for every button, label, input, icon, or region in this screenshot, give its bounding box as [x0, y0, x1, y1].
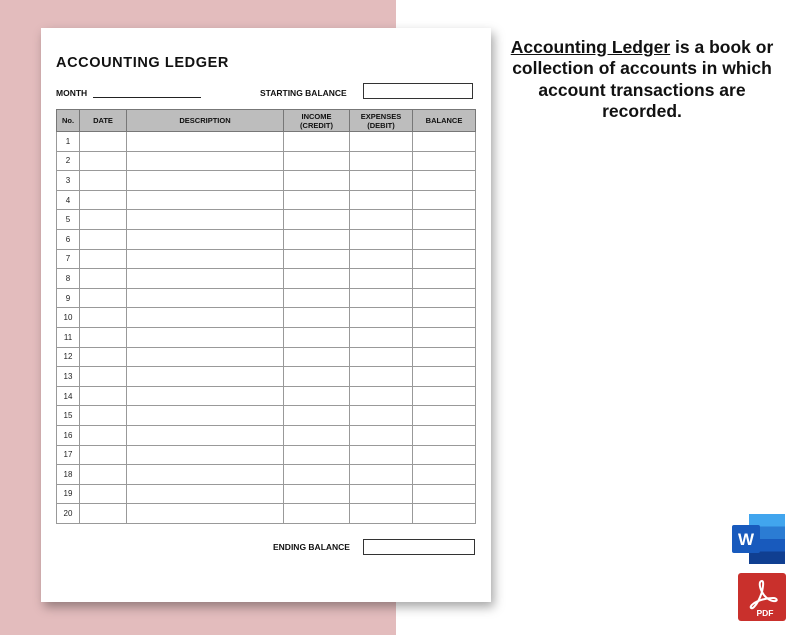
row-number: 7 [57, 249, 80, 269]
date-cell[interactable] [80, 171, 127, 191]
income-cell[interactable] [284, 151, 350, 171]
description-cell[interactable] [127, 406, 284, 426]
word-icon[interactable] [732, 514, 786, 564]
description-text [509, 37, 775, 122]
income-cell[interactable] [284, 465, 350, 485]
balance-cell[interactable] [413, 210, 476, 230]
description-cell[interactable] [127, 327, 284, 347]
income-cell[interactable] [284, 504, 350, 524]
expenses-cell[interactable] [350, 484, 413, 504]
expenses-cell[interactable] [350, 327, 413, 347]
header-row [57, 110, 476, 132]
balance-cell[interactable] [413, 151, 476, 171]
description-cell[interactable] [127, 347, 284, 367]
date-cell[interactable] [80, 386, 127, 406]
table-row [57, 288, 476, 308]
description-body: is a book or collection of accounts in which account transactions are recorded. [512, 37, 774, 122]
description-cell[interactable] [127, 484, 284, 504]
row-number: 20 [57, 504, 80, 524]
balance-cell[interactable] [413, 386, 476, 406]
expenses-cell[interactable] [350, 190, 413, 210]
description-cell[interactable] [127, 367, 284, 387]
month-label: MONTH [56, 88, 88, 98]
date-cell[interactable] [80, 132, 127, 152]
ending-balance-label: ENDING BALANCE [273, 542, 350, 552]
ledger-sheet [41, 28, 491, 602]
description-cell[interactable] [127, 229, 284, 249]
col-no-header: No. [57, 110, 80, 132]
expenses-cell[interactable] [350, 249, 413, 269]
balance-cell[interactable] [413, 308, 476, 328]
expenses-cell[interactable] [350, 288, 413, 308]
col-date-header: DATE [80, 110, 127, 132]
description-term: Accounting Ledger [510, 37, 671, 57]
col-expenses-header: EXPENSES (DEBIT) [350, 110, 413, 132]
balance-cell[interactable] [413, 406, 476, 426]
balance-cell[interactable] [413, 269, 476, 289]
expenses-cell[interactable] [350, 406, 413, 426]
pdf-icon-label: PDF [756, 608, 774, 618]
date-cell[interactable] [80, 288, 127, 308]
income-cell[interactable] [284, 445, 350, 465]
income-cell[interactable] [284, 386, 350, 406]
row-number: 14 [57, 386, 80, 406]
income-cell[interactable] [284, 327, 350, 347]
description-cell[interactable] [127, 425, 284, 445]
date-cell[interactable] [80, 406, 127, 426]
row-number: 4 [57, 190, 80, 210]
date-cell[interactable] [80, 151, 127, 171]
expenses-cell[interactable] [350, 386, 413, 406]
table-row [57, 484, 476, 504]
description-cell[interactable] [127, 190, 284, 210]
table-row [57, 406, 476, 426]
balance-cell[interactable] [413, 347, 476, 367]
income-cell[interactable] [284, 229, 350, 249]
expenses-cell[interactable] [350, 465, 413, 485]
date-cell[interactable] [80, 465, 127, 485]
table-row [57, 269, 476, 289]
row-number: 18 [57, 465, 80, 485]
table-row [57, 367, 476, 387]
date-cell[interactable] [80, 425, 127, 445]
date-cell[interactable] [80, 210, 127, 230]
income-cell[interactable] [284, 210, 350, 230]
expenses-cell[interactable] [350, 347, 413, 367]
date-cell[interactable] [80, 229, 127, 249]
expenses-cell[interactable] [350, 132, 413, 152]
expenses-cell[interactable] [350, 210, 413, 230]
income-cell[interactable] [284, 367, 350, 387]
table-row [57, 327, 476, 347]
table-row [57, 465, 476, 485]
income-cell[interactable] [284, 484, 350, 504]
date-cell[interactable] [80, 327, 127, 347]
row-number: 9 [57, 288, 80, 308]
description-cell[interactable] [127, 171, 284, 191]
date-cell[interactable] [80, 367, 127, 387]
income-cell[interactable] [284, 425, 350, 445]
col-income-header: INCOME (CREDIT) [284, 110, 350, 132]
balance-cell[interactable] [413, 249, 476, 269]
month-field[interactable] [93, 97, 201, 98]
date-cell[interactable] [80, 308, 127, 328]
sheet-title: ACCOUNTING LEDGER [56, 55, 229, 71]
income-cell[interactable] [284, 347, 350, 367]
income-cell[interactable] [284, 132, 350, 152]
description-cell[interactable] [127, 288, 284, 308]
starting-balance-field[interactable] [363, 83, 473, 99]
description-cell[interactable] [127, 386, 284, 406]
balance-cell[interactable] [413, 425, 476, 445]
expenses-cell[interactable] [350, 229, 413, 249]
starting-balance-label: STARTING BALANCE [260, 88, 347, 98]
table-row [57, 308, 476, 328]
ledger-table [56, 109, 476, 524]
date-cell[interactable] [80, 484, 127, 504]
expenses-cell[interactable] [350, 269, 413, 289]
table-row [57, 347, 476, 367]
col-description-header: DESCRIPTION [127, 110, 284, 132]
row-number: 10 [57, 308, 80, 328]
income-cell[interactable] [284, 308, 350, 328]
expenses-cell[interactable] [350, 308, 413, 328]
description-cell[interactable] [127, 151, 284, 171]
row-number: 2 [57, 151, 80, 171]
description-cell[interactable] [127, 249, 284, 269]
balance-cell[interactable] [413, 484, 476, 504]
row-number: 8 [57, 269, 80, 289]
expenses-cell[interactable] [350, 367, 413, 387]
balance-cell[interactable] [413, 288, 476, 308]
income-cell[interactable] [284, 171, 350, 191]
date-cell[interactable] [80, 190, 127, 210]
description-cell[interactable] [127, 465, 284, 485]
description-cell[interactable] [127, 504, 284, 524]
table-row [57, 190, 476, 210]
row-number: 17 [57, 445, 80, 465]
ledger-body [57, 132, 476, 524]
table-row [57, 386, 476, 406]
balance-cell[interactable] [413, 190, 476, 210]
row-number: 13 [57, 367, 80, 387]
expenses-cell[interactable] [350, 151, 413, 171]
balance-cell[interactable] [413, 171, 476, 191]
income-cell[interactable] [284, 190, 350, 210]
table-row [57, 210, 476, 230]
expenses-cell[interactable] [350, 504, 413, 524]
row-number: 19 [57, 484, 80, 504]
date-cell[interactable] [80, 504, 127, 524]
pdf-icon[interactable] [738, 573, 786, 621]
balance-cell[interactable] [413, 465, 476, 485]
income-cell[interactable] [284, 288, 350, 308]
table-row [57, 445, 476, 465]
balance-cell[interactable] [413, 132, 476, 152]
row-number: 6 [57, 229, 80, 249]
description-cell[interactable] [127, 445, 284, 465]
balance-cell[interactable] [413, 229, 476, 249]
ending-balance-field[interactable] [363, 539, 475, 555]
date-cell[interactable] [80, 445, 127, 465]
row-number: 5 [57, 210, 80, 230]
description-cell[interactable] [127, 132, 284, 152]
table-row [57, 171, 476, 191]
table-row [57, 249, 476, 269]
table-row [57, 151, 476, 171]
income-cell[interactable] [284, 249, 350, 269]
row-number: 3 [57, 171, 80, 191]
description-cell[interactable] [127, 210, 284, 230]
row-number: 15 [57, 406, 80, 426]
row-number: 1 [57, 132, 80, 152]
table-row [57, 229, 476, 249]
income-cell[interactable] [284, 269, 350, 289]
date-cell[interactable] [80, 347, 127, 367]
table-row [57, 504, 476, 524]
description-cell[interactable] [127, 308, 284, 328]
row-number: 11 [57, 327, 80, 347]
balance-cell[interactable] [413, 367, 476, 387]
expenses-cell[interactable] [350, 445, 413, 465]
balance-cell[interactable] [413, 327, 476, 347]
expenses-cell[interactable] [350, 171, 413, 191]
income-cell[interactable] [284, 406, 350, 426]
word-icon-letter: W [737, 530, 755, 549]
row-number: 16 [57, 425, 80, 445]
col-balance-header: BALANCE [413, 110, 476, 132]
balance-cell[interactable] [413, 504, 476, 524]
description-cell[interactable] [127, 269, 284, 289]
date-cell[interactable] [80, 249, 127, 269]
table-row [57, 132, 476, 152]
balance-cell[interactable] [413, 445, 476, 465]
expenses-cell[interactable] [350, 425, 413, 445]
row-number: 12 [57, 347, 80, 367]
date-cell[interactable] [80, 269, 127, 289]
table-row [57, 425, 476, 445]
